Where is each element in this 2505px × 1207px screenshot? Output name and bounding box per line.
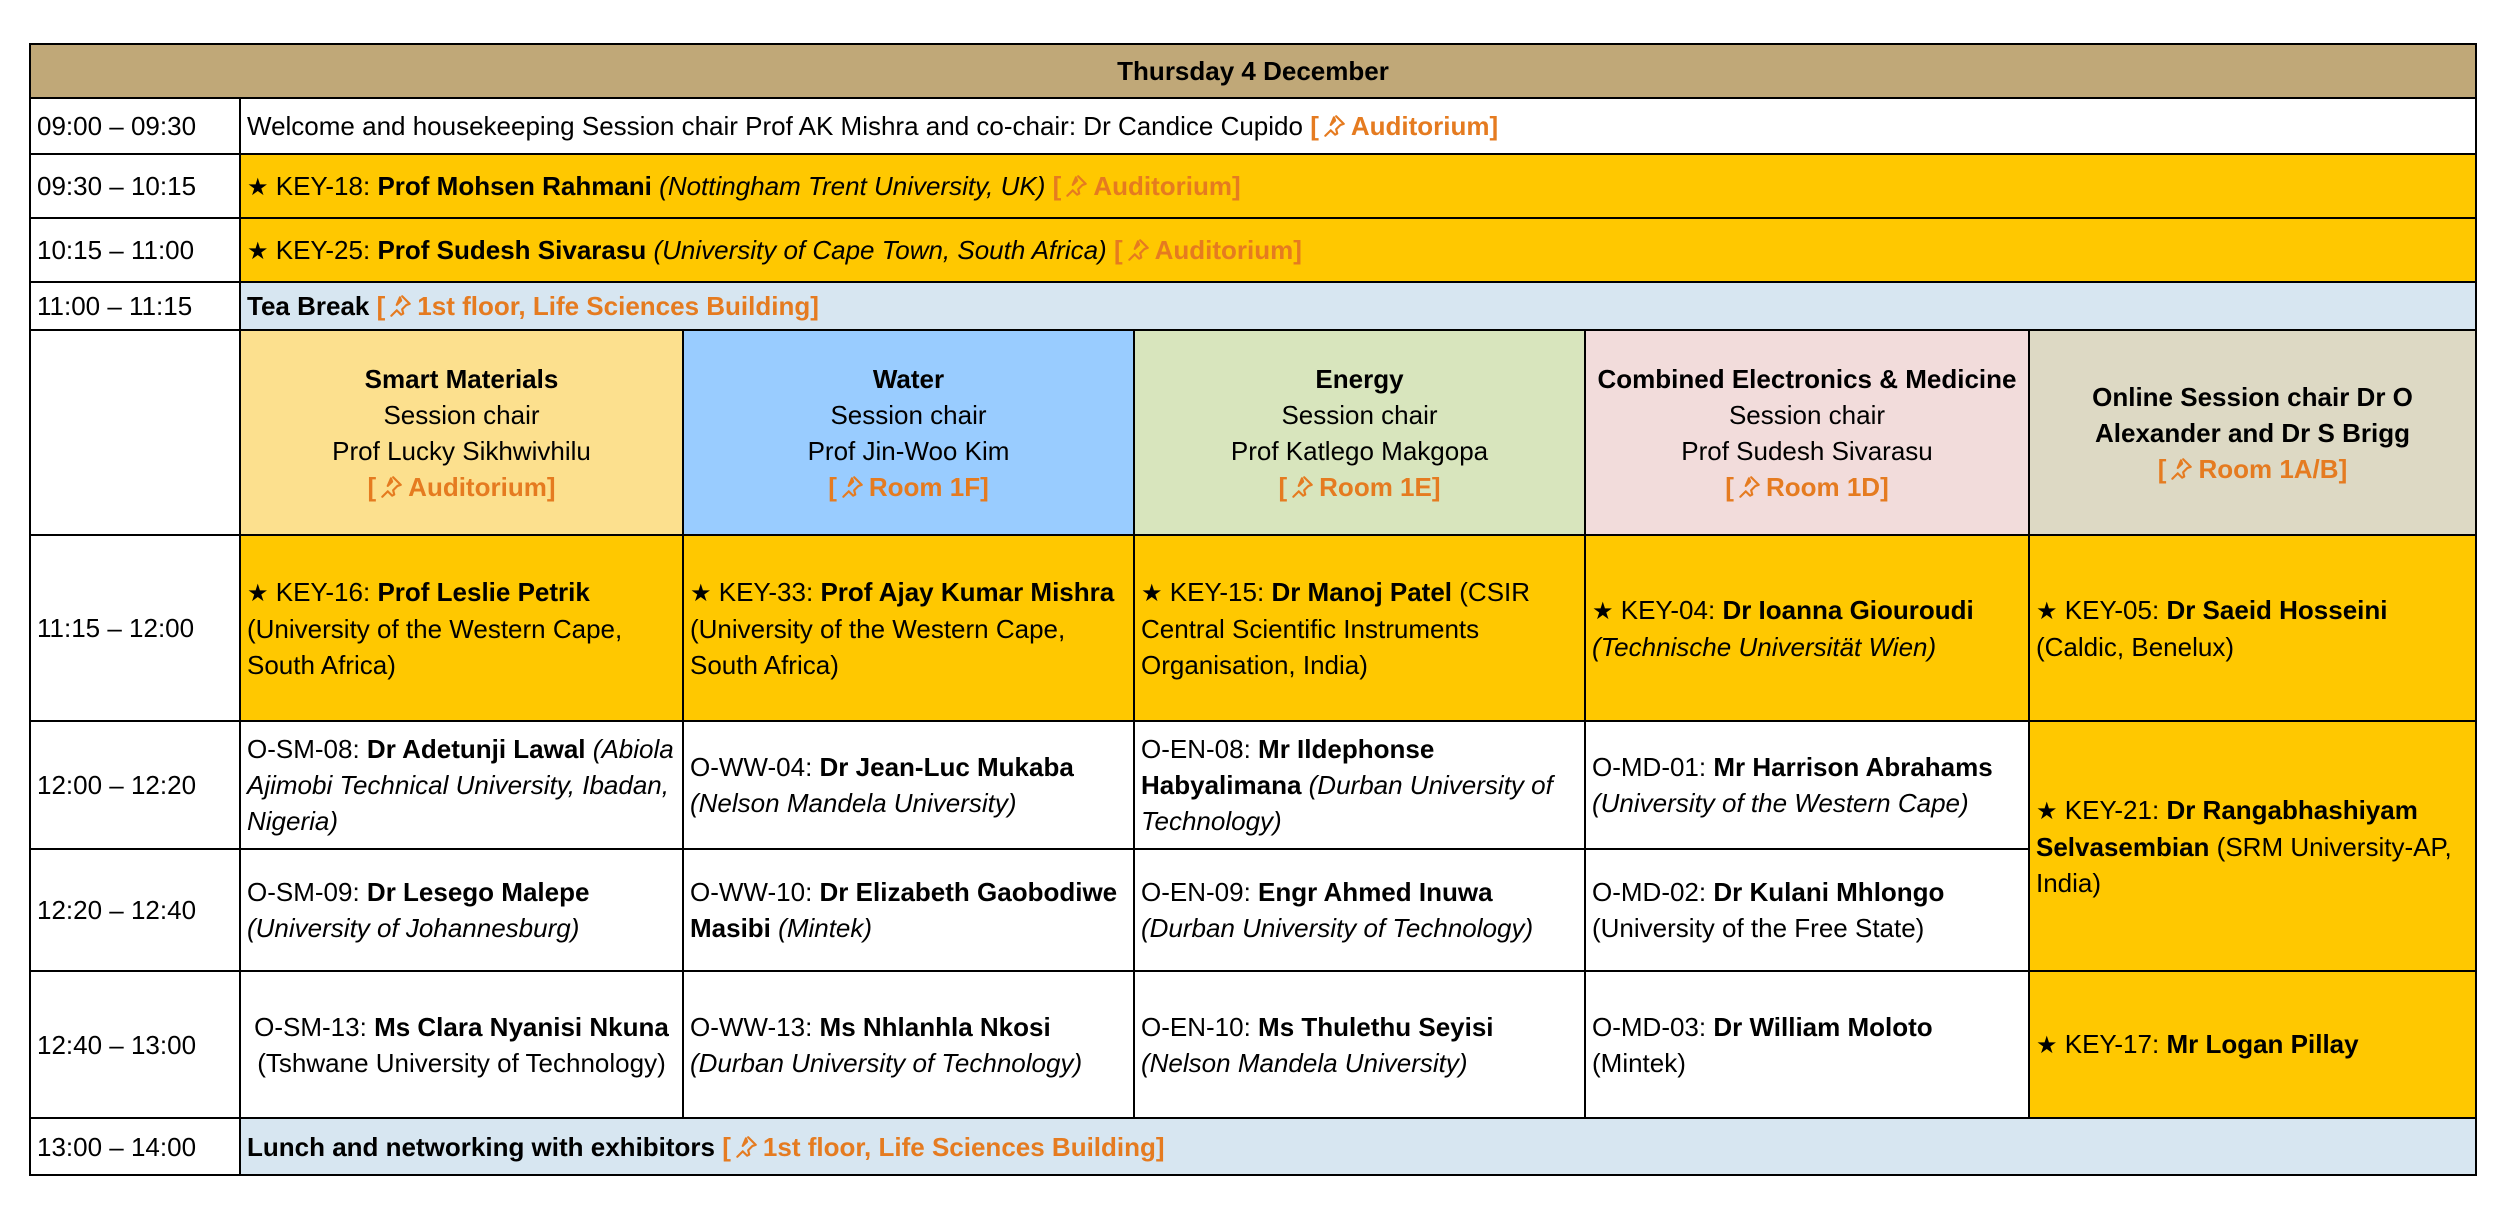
schedule-table	[29, 43, 2477, 1176]
location-label: [ Auditorium]	[367, 471, 556, 502]
speaker-name: Dr Saeid Hosseini	[2166, 594, 2388, 625]
speaker-affiliation: (Mintek)	[778, 913, 873, 943]
break-label: Lunch and networking with exhibitors	[247, 1131, 716, 1162]
talk-cell	[1134, 721, 1585, 849]
session-code: KEY-16:	[275, 576, 371, 607]
speaker-name: Dr Jean-Luc Mukaba	[819, 752, 1074, 782]
session-code: KEY-05:	[2064, 594, 2160, 625]
session-code: KEY-21:	[2064, 794, 2160, 825]
speaker-name: Dr Ioanna Giouroudi	[1722, 594, 1974, 625]
time-cell: 13:00 – 14:00	[30, 1118, 240, 1175]
day-header: Thursday 4 December	[30, 44, 2476, 98]
pushpin-icon	[1063, 173, 1089, 199]
session-code: O-EN-08:	[1141, 734, 1251, 764]
speaker-name: Prof Ajay Kumar Mishra	[820, 576, 1115, 607]
star-icon: ★	[247, 578, 269, 607]
speaker-affiliation: (Tshwane University of Technology)	[257, 1047, 666, 1078]
session-code: O-SM-09:	[247, 877, 360, 907]
speaker-affiliation: (University of the Western Cape)	[1592, 788, 1969, 818]
time-cell: 11:00 – 11:15	[30, 282, 240, 330]
speaker-name: Mr Ildephonse Habyalimana	[1141, 734, 1435, 800]
session-code: KEY-33:	[718, 576, 814, 607]
speaker-affiliation: (SRM University-AP, India)	[2036, 831, 2452, 898]
track-title: Smart Materials	[364, 363, 559, 394]
track-header-online	[2029, 330, 2476, 535]
speaker-name: Prof Mohsen Rahmani	[377, 170, 652, 201]
speaker-affiliation: (Nelson Mandela University)	[1141, 1047, 1468, 1078]
speaker-name: Ms Nhlanhla Nkosi	[819, 1011, 1051, 1042]
track-header-energy	[1134, 330, 1585, 535]
time-cell-empty	[30, 330, 240, 535]
track-header-electronics-medicine	[1585, 330, 2029, 535]
chair-label: Session chair	[383, 399, 540, 430]
chair-name: Prof Katlego Makgopa	[1230, 435, 1489, 466]
break-cell	[240, 1118, 2476, 1175]
location-label: [ Room 1A/B]	[2157, 453, 2348, 484]
welcome-text: Welcome and housekeeping Session chair Prof AK Mishra and co-chair: Dr Candice Cupido	[247, 111, 1303, 141]
session-code: O-EN-09:	[1141, 877, 1251, 907]
talk-cell	[240, 721, 683, 849]
speaker-affiliation: (Caldic, Benelux)	[2036, 631, 2234, 662]
time-cell: 09:00 – 09:30	[30, 98, 240, 154]
speaker-affiliation: (University of the Free State)	[1592, 913, 1925, 943]
time-cell: 10:15 – 11:00	[30, 218, 240, 282]
chair-name: Prof Lucky Sikhwivhilu	[332, 435, 591, 466]
time-cell: 12:20 – 12:40	[30, 849, 240, 971]
speaker-affiliation: (Mintek)	[1592, 1047, 1686, 1078]
session-code: KEY-04:	[1620, 594, 1716, 625]
star-icon: ★	[2036, 796, 2058, 825]
speaker-name: Dr William Moloto	[1713, 1011, 1933, 1042]
talk-cell	[683, 849, 1134, 971]
session-code: O-WW-13:	[690, 1011, 813, 1042]
location-label: [ Room 1E]	[1278, 471, 1441, 502]
chair-label: Session chair	[830, 399, 987, 430]
pushpin-icon	[1125, 237, 1151, 263]
speaker-affiliation: (Durban University of Technology)	[1141, 913, 1534, 943]
session-code: O-EN-10:	[1141, 1011, 1251, 1042]
chair-label: Session chair	[1281, 399, 1438, 430]
session-code: O-SM-13:	[254, 1011, 367, 1042]
speaker-name: Engr Ahmed Inuwa	[1258, 877, 1493, 907]
talk-cell	[1585, 849, 2029, 971]
session-code: O-WW-10:	[690, 877, 813, 907]
talk-cell	[683, 971, 1134, 1118]
keynote-cell	[240, 535, 683, 721]
star-icon: ★	[247, 236, 269, 265]
talk-cell	[240, 849, 683, 971]
session-code: O-MD-03:	[1592, 1011, 1707, 1042]
speaker-name: Dr Adetunji Lawal	[366, 734, 586, 764]
keynote-cell	[240, 218, 2476, 282]
location-label: [ Auditorium]	[1310, 111, 1499, 141]
speaker-name: Prof Leslie Petrik	[377, 576, 590, 607]
speaker-name: Prof Sudesh Sivarasu	[377, 234, 647, 265]
track-title: Water	[872, 363, 945, 394]
break-cell	[240, 282, 2476, 330]
speaker-name: Mr Logan Pillay	[2166, 1029, 2359, 1059]
talk-cell	[1134, 971, 1585, 1118]
pushpin-icon	[1736, 474, 1762, 500]
session-code: O-WW-04:	[690, 752, 813, 782]
welcome-cell	[240, 98, 2476, 154]
speaker-affiliation: (University of the Western Cape, South Africa)	[247, 613, 623, 680]
keynote-cell	[1134, 535, 1585, 721]
speaker-affiliation: (Durban University of Technology)	[1141, 770, 1553, 836]
time-cell: 09:30 – 10:15	[30, 154, 240, 218]
session-code: KEY-18:	[275, 170, 371, 201]
talk-cell	[240, 971, 683, 1118]
location-label: [ 1st floor, Life Sciences Building]	[376, 291, 819, 321]
pushpin-icon	[387, 293, 413, 319]
speaker-affiliation: (Nottingham Trent University, UK)	[659, 170, 1046, 201]
talk-cell	[1585, 971, 2029, 1118]
location-label: [ Room 1D]	[1725, 471, 1889, 502]
speaker-affiliation: (University of Cape Town, South Africa)	[653, 234, 1107, 265]
pushpin-icon	[2168, 456, 2194, 482]
keynote-cell	[683, 535, 1134, 721]
star-icon: ★	[2036, 596, 2058, 625]
speaker-name: Dr Manoj Patel	[1271, 576, 1453, 607]
keynote-cell	[2029, 535, 2476, 721]
star-icon: ★	[1141, 578, 1163, 607]
keynote-cell	[1585, 535, 2029, 721]
online-keynote-cell	[2029, 971, 2476, 1118]
location-label: [ Auditorium]	[1052, 170, 1241, 201]
speaker-affiliation: (Nelson Mandela University)	[690, 788, 1017, 818]
pushpin-icon	[378, 474, 404, 500]
time-cell: 12:40 – 13:00	[30, 971, 240, 1118]
speaker-affiliation: (Technische Universität Wien)	[1592, 631, 1937, 662]
time-cell: 12:00 – 12:20	[30, 721, 240, 849]
speaker-affiliation: (CSIR Central Scientific Instruments Organisation, India)	[1141, 576, 1531, 680]
chair-name: Prof Jin-Woo Kim	[807, 435, 1010, 466]
speaker-name: Ms Thulethu Seyisi	[1258, 1011, 1494, 1042]
chair-name: Prof Sudesh Sivarasu	[1681, 435, 1933, 466]
speaker-name: Dr Elizabeth Gaobodiwe Masibi	[690, 877, 1118, 943]
speaker-name: Dr Kulani Mhlongo	[1713, 877, 1945, 907]
pushpin-icon	[1321, 113, 1347, 139]
speaker-name: Ms Clara Nyanisi Nkuna	[374, 1011, 669, 1042]
pushpin-icon	[1289, 474, 1315, 500]
track-title: Combined Electronics & Medicine	[1597, 363, 2017, 394]
track-title: Online Session chair Dr O Alexander and Dr S Brigg	[2092, 381, 2413, 448]
location-label: [ 1st floor, Life Sciences Building]	[722, 1131, 1165, 1162]
session-code: O-MD-01:	[1592, 752, 1707, 782]
session-code: KEY-17:	[2064, 1029, 2160, 1059]
speaker-affiliation: (University of Johannesburg)	[247, 913, 580, 943]
speaker-name: Dr Rangabhashiyam Selvasembian	[2036, 794, 2418, 862]
speaker-affiliation: (Durban University of Technology)	[690, 1047, 1083, 1078]
track-title: Energy	[1315, 363, 1404, 394]
star-icon: ★	[690, 578, 712, 607]
chair-label: Session chair	[1728, 399, 1886, 430]
speaker-name: Dr Lesego Malepe	[366, 877, 590, 907]
track-header-smart-materials	[240, 330, 683, 535]
track-header-water	[683, 330, 1134, 535]
pushpin-icon	[839, 474, 865, 500]
star-icon: ★	[1592, 596, 1614, 625]
session-code: KEY-25:	[275, 234, 371, 265]
star-icon: ★	[2036, 1031, 2058, 1059]
session-code: O-SM-08:	[247, 734, 360, 764]
speaker-affiliation: (Abiola Ajimobi Technical University, Ibadan, Nigeria)	[247, 734, 674, 836]
speaker-affiliation: (University of the Western Cape, South Africa)	[690, 613, 1066, 680]
online-keynote-cell	[2029, 721, 2476, 971]
talk-cell	[1134, 849, 1585, 971]
speaker-name: Mr Harrison Abrahams	[1713, 752, 1993, 782]
time-cell: 11:15 – 12:00	[30, 535, 240, 721]
star-icon: ★	[247, 172, 269, 201]
talk-cell	[1585, 721, 2029, 849]
session-code: O-MD-02:	[1592, 877, 1707, 907]
location-label: [ Room 1F]	[828, 471, 989, 502]
location-label: [ Auditorium]	[1113, 234, 1302, 265]
session-code: KEY-15:	[1169, 576, 1265, 607]
break-label: Tea Break	[247, 291, 370, 321]
talk-cell	[683, 721, 1134, 849]
pushpin-icon	[733, 1134, 759, 1160]
keynote-cell	[240, 154, 2476, 218]
